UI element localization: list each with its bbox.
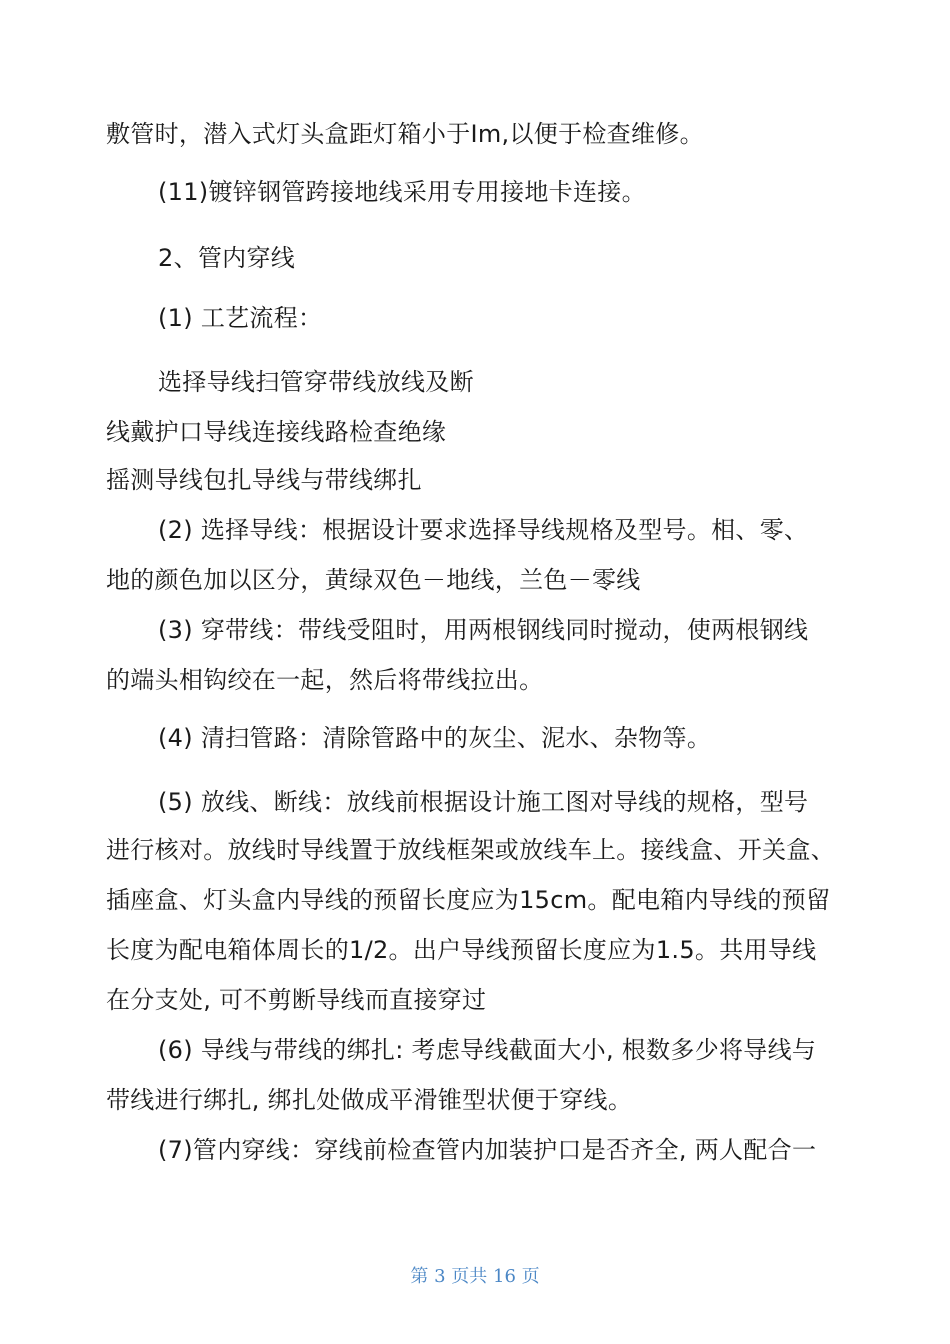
text-line-14: 进行核对。放线时导线置于放线框架或放线车上。接线盒、开关盒、 [106,836,835,864]
page-number-footer: 第 3 页共 16 页 [410,1266,540,1287]
text-line-19: 带线进行绑扎, 绑扎处做成平滑锥型状便于穿线。 [106,1086,633,1114]
text-line-1: 敷管时，潜入式灯头盒距灯箱小于Im,以便于检查维修。 [106,120,704,148]
text-line-16: 长度为配电箱体周长的1/2。出户导线预留长度应为1.5。共用导线 [106,936,817,964]
text-line-12: (4) 清扫管路：清除管路中的灰尘、泥水、杂物等。 [158,724,712,752]
text-line-17: 在分支处, 可不剪断导线而直接穿过 [106,986,487,1014]
text-line-15: 插座盒、灯头盒内导线的预留长度应为15cm。配电箱内导线的预留 [106,886,831,914]
text-line-20: (7)管内穿线：穿线前检查管内加装护口是否齐全, 两人配合一 [158,1136,817,1164]
text-line-6: 线戴护口导线连接线路检查绝缘 [106,418,447,446]
text-line-13: (5) 放线、断线：放线前根据设计施工图对导线的规格，型号 [158,788,809,816]
text-line-7: 摇测导线包扎导线与带线绑扎 [106,466,422,494]
text-line-5: 选择导线扫管穿带线放线及断 [158,368,474,396]
text-line-4: (1) 工艺流程： [158,304,323,332]
text-line-8: (2) 选择导线：根据设计要求选择导线规格及型号。相、零、 [158,516,809,544]
text-line-18: (6) 导线与带线的绑扎: 考虑导线截面大小, 根数多少将导线与 [158,1036,817,1064]
text-line-2: (11)镀锌钢管跨接地线采用专用接地卡连接。 [158,178,646,206]
text-line-9: 地的颜色加以区分，黄绿双色－地线，兰色－零线 [106,566,641,594]
text-line-11: 的端头相钩绞在一起，然后将带线拉出。 [106,666,544,694]
section-heading: 2、管内穿线 [158,244,296,272]
text-line-10: (3) 穿带线：带线受阻时，用两根钢线同时搅动，使两根钢线 [158,616,809,644]
